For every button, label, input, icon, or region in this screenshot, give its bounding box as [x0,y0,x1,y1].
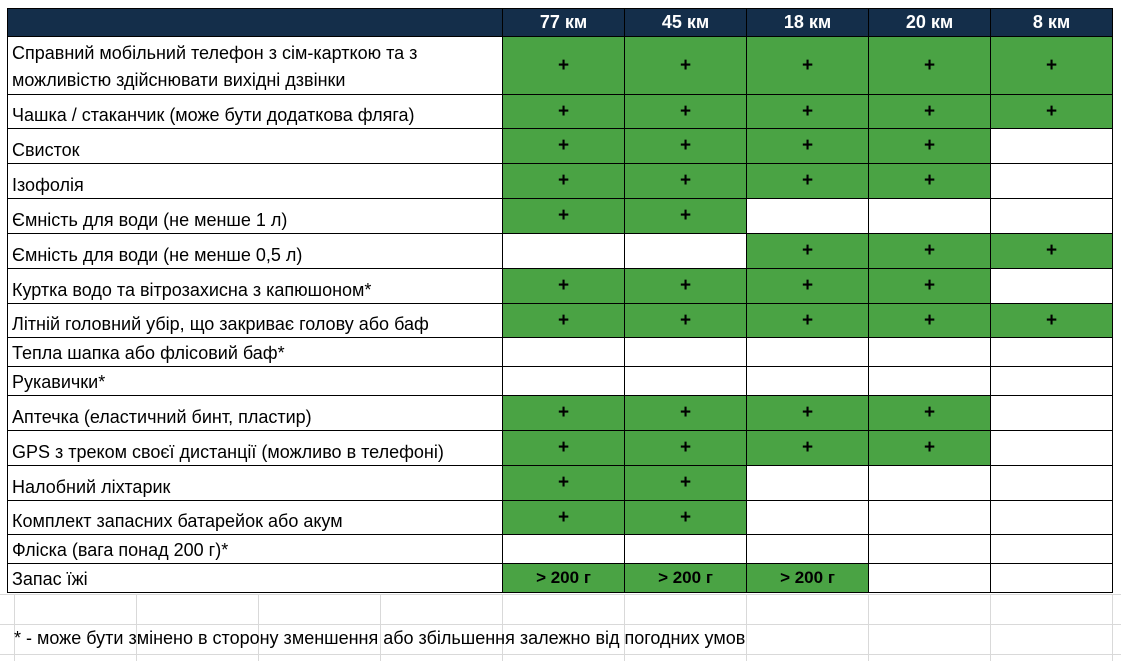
footnote: * - може бути змінено в сторону зменшення або збільшення залежно від погодних умов [14,628,746,648]
row-label[interactable]: Налобний ліхтарик [8,466,503,501]
table-body [8,37,1113,593]
requirement-cell-checked[interactable]: + [503,199,625,234]
requirement-cell-empty[interactable] [991,199,1113,234]
requirement-cell-empty[interactable] [747,535,869,564]
row-label[interactable]: Ємність для води (не менше 1 л) [8,199,503,234]
requirement-cell-empty[interactable] [747,199,869,234]
row-label[interactable]: Аптечка (еластичний бинт, пластир) [8,396,503,431]
table-row [8,199,1113,234]
row-label[interactable]: Ємність для води (не менше 0,5 л) [8,234,503,269]
column-header[interactable]: 18 км [747,9,869,37]
column-header[interactable]: 77 км [503,9,625,37]
requirement-cell-checked[interactable]: + [869,304,991,338]
requirement-cell-empty[interactable] [991,431,1113,466]
requirement-cell-checked[interactable]: + [991,304,1113,338]
table-row [8,535,1113,564]
table-row [8,129,1113,164]
requirement-cell-checked[interactable]: + [991,37,1113,95]
header-corner-cell [8,9,503,37]
requirement-cell-checked[interactable]: + [869,164,991,199]
requirement-cell-empty[interactable] [869,501,991,535]
requirement-cell-empty[interactable] [869,535,991,564]
header-row [8,9,1113,37]
requirement-cell-checked[interactable]: + [625,431,747,466]
table-row [8,95,1113,129]
requirement-cell-empty[interactable] [747,338,869,367]
requirement-cell-empty[interactable] [625,367,747,396]
requirement-cell-empty[interactable] [869,199,991,234]
row-label[interactable]: Ізофолія [8,164,503,199]
requirement-cell-checked[interactable]: + [503,501,625,535]
requirement-cell-checked[interactable]: + [747,37,869,95]
table-row [8,396,1113,431]
row-label[interactable]: Чашка / стаканчик (може бути додаткова фляга) [8,95,503,129]
table-row [8,304,1113,338]
requirement-cell-checked[interactable]: + [747,269,869,304]
requirement-cell-checked[interactable]: + [869,431,991,466]
requirement-cell-checked[interactable]: > 200 г [747,564,869,593]
row-label[interactable]: Запас їжі [8,564,503,593]
requirement-cell-checked[interactable]: + [869,129,991,164]
requirement-cell-checked[interactable]: + [747,304,869,338]
requirement-cell-empty[interactable] [991,535,1113,564]
table-row [8,501,1113,535]
requirement-cell-empty[interactable] [503,338,625,367]
requirement-cell-empty[interactable] [869,564,991,593]
requirement-cell-checked[interactable]: + [503,164,625,199]
requirement-cell-checked[interactable]: + [625,304,747,338]
column-header[interactable]: 45 км [625,9,747,37]
requirement-cell-empty[interactable] [991,466,1113,501]
requirement-cell-checked[interactable]: + [991,234,1113,269]
requirement-cell-empty[interactable] [747,466,869,501]
requirement-cell-checked[interactable]: + [625,164,747,199]
table-row [8,37,1113,95]
requirement-cell-empty[interactable] [991,129,1113,164]
requirement-cell-checked[interactable]: + [869,269,991,304]
requirement-cell-checked[interactable]: + [747,431,869,466]
requirement-cell-checked[interactable]: + [503,396,625,431]
requirement-cell-checked[interactable]: + [747,164,869,199]
row-label[interactable]: Тепла шапка або флісовий баф* [8,338,503,367]
requirement-cell-empty[interactable] [991,396,1113,431]
requirement-cell-checked[interactable]: + [869,95,991,129]
requirement-cell-checked[interactable]: + [747,129,869,164]
requirement-cell-empty[interactable] [625,234,747,269]
row-label[interactable]: Літній головний убір, що закриває голову або баф [8,304,503,338]
table-row [8,564,1113,593]
requirement-cell-checked[interactable]: + [747,234,869,269]
requirement-cell-empty[interactable] [991,164,1113,199]
requirement-cell-checked[interactable]: + [503,129,625,164]
requirement-cell-checked[interactable]: > 200 г [625,564,747,593]
requirement-cell-empty[interactable] [625,535,747,564]
requirement-cell-empty[interactable] [869,466,991,501]
requirement-cell-checked[interactable]: + [625,396,747,431]
requirement-cell-checked[interactable]: + [625,466,747,501]
requirement-cell-checked[interactable]: + [503,431,625,466]
requirement-cell-checked[interactable]: + [625,199,747,234]
requirement-cell-empty[interactable] [869,338,991,367]
table-row [8,269,1113,304]
row-label[interactable]: Комплект запасних батарейок або акум [8,501,503,535]
requirement-cell-empty[interactable] [503,367,625,396]
row-label[interactable]: Рукавички* [8,367,503,396]
row-label[interactable]: Фліска (вага понад 200 г)* [8,535,503,564]
requirement-cell-empty[interactable] [503,234,625,269]
requirement-cell-empty[interactable] [991,501,1113,535]
requirement-cell-checked[interactable]: + [503,37,625,95]
requirement-cell-checked[interactable]: + [747,95,869,129]
requirement-cell-checked[interactable]: + [503,269,625,304]
requirement-cell-checked[interactable]: + [503,304,625,338]
table-row [8,367,1113,396]
table-row [8,234,1113,269]
table-row [8,431,1113,466]
row-label[interactable]: Справний мобільний телефон з сім-карткою та з можливістю здійснювати вихідні дзвінки [8,37,503,95]
row-label[interactable]: Свисток [8,129,503,164]
requirement-cell-empty[interactable] [625,338,747,367]
requirement-cell-checked[interactable]: + [625,269,747,304]
row-label[interactable]: Куртка водо та вітрозахисна з капюшоном* [8,269,503,304]
requirement-cell-checked[interactable]: + [991,95,1113,129]
requirement-cell-empty[interactable] [747,367,869,396]
requirement-cell-checked[interactable]: + [503,466,625,501]
row-label[interactable]: GPS з треком своєї дистанції (можливо в телефоні) [8,431,503,466]
requirement-cell-checked[interactable]: + [625,501,747,535]
requirement-cell-empty[interactable] [991,338,1113,367]
requirement-cell-empty[interactable] [503,535,625,564]
requirement-cell-empty[interactable] [991,269,1113,304]
requirement-cell-checked[interactable]: + [869,396,991,431]
equipment-table [7,8,1113,593]
column-header[interactable]: 20 км [869,9,991,37]
requirement-cell-empty[interactable] [991,564,1113,593]
requirement-cell-checked[interactable]: + [503,95,625,129]
requirement-cell-empty[interactable] [747,501,869,535]
requirement-cell-checked[interactable]: > 200 г [503,564,625,593]
table-row [8,466,1113,501]
requirement-cell-empty[interactable] [991,367,1113,396]
table-row [8,164,1113,199]
requirement-cell-checked[interactable]: + [747,396,869,431]
table-row [8,338,1113,367]
column-header[interactable]: 8 км [991,9,1113,37]
requirement-cell-checked[interactable]: + [625,37,747,95]
requirement-cell-checked[interactable]: + [625,95,747,129]
requirement-cell-checked[interactable]: + [869,37,991,95]
requirement-cell-empty[interactable] [869,367,991,396]
requirement-cell-checked[interactable]: + [625,129,747,164]
requirement-cell-checked[interactable]: + [869,234,991,269]
